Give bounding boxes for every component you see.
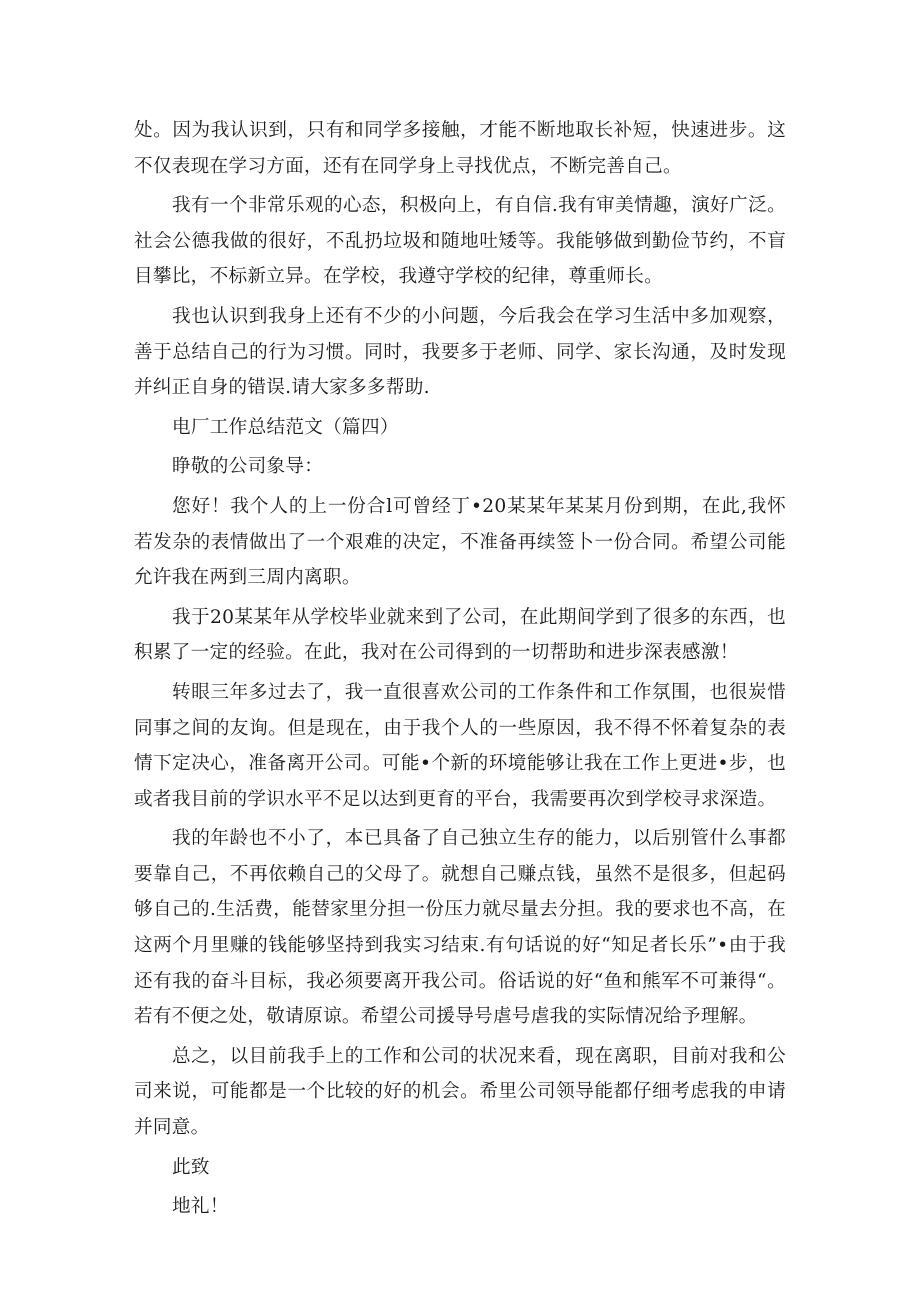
salutation: 睁敬的公司象导： <box>172 456 324 478</box>
closing-phrase: 此致 <box>172 1156 210 1178</box>
paragraph-gratitude: 我于20某某年从学校毕业就来到了公司，在此期间学到了很多的东西，也积累了一定的经验。在此，我对在公司得到的一切帮助和进步深表感激！ <box>134 606 786 664</box>
paragraph-independence: 我的年龄也不小了，本已具备了自己独立生存的能力，以后别管什么事都要靠自己，不再依赖自己的父母了。就想自己赚点钱，虽然不是很多，但起码够自己的.生活费，能替家里分担一份压力就尽量去分担。我的要求也不高，在这两个月里赚的钱能够坚持到我实习结束.有句话说的好“知足者长乐”•由于我还有我的奋斗目标，我必须要离开我公司。俗话说的好“鱼和熊军不可兼得“。若有不便之处，敬请原谅。希望公司援导号虐号虐我的实际情况给予理解。 <box>134 828 786 1028</box>
section-heading: 电厂工作总结范文（篇四） <box>172 416 399 438</box>
paragraph-greeting: 您好！我个人的上一份合l可曾经丁•20某某年某某月份到期，在此,我怀若发杂的表情做出了一个艰难的决定，不准备再续签卜一份合同。希望公司能允许我在两到三周内离职。 <box>134 495 786 589</box>
paragraph-reason: 转眼三年多过去了，我一直很喜欢公司的工作条件和工作氛围，也很炭惜同事之间的友询。但是现在，由于我个人的一些原因，我不得不怀着复杂的表情下定决心，准备离开公司。可能•个新的环境能够让我在工作上更进•步，也或者我目前的学识水平不足以达到更育的平台，我需要再次到学校寻求深造。 <box>134 681 786 810</box>
paragraph-attitude: 我有一个非常乐观的心态，积极向上，有自信.我有审美情趣，演好广泛。社会公德我做的很好，不乱扔垃圾和随地吐矮等。我能够做到勤俭节约，不盲目攀比，不标新立异。在学校，我遵守学校的纪律，尊重师长。 <box>134 195 786 288</box>
paragraph-continuation: 处。因为我认识到，只有和同学多接触，才能不断地取长补短，快速进步。这不仅表现在学习方面，还有在同学身上寻找优点，不断完善自己。 <box>134 120 786 177</box>
paragraph-improvement: 我也认识到我身上还有不少的小问题，今后我会在学习生活中多加观察，善于总结自己的行为习惯。同时，我要多于老师、同学、家长沟通，及时发现并纠正自身的错误.请大家多多帮助. <box>134 305 786 399</box>
document-page <box>134 113 786 1225</box>
paragraph-conclusion: 总之，以目前我手上的工作和公司的状况来看，现在离职，目前对我和公司来说，可能都是一个比较的好的机会。希里公司领导能都仔细考虑我的申请并同意。 <box>134 1045 786 1139</box>
closing-salute: 地礼！ <box>172 1196 229 1218</box>
